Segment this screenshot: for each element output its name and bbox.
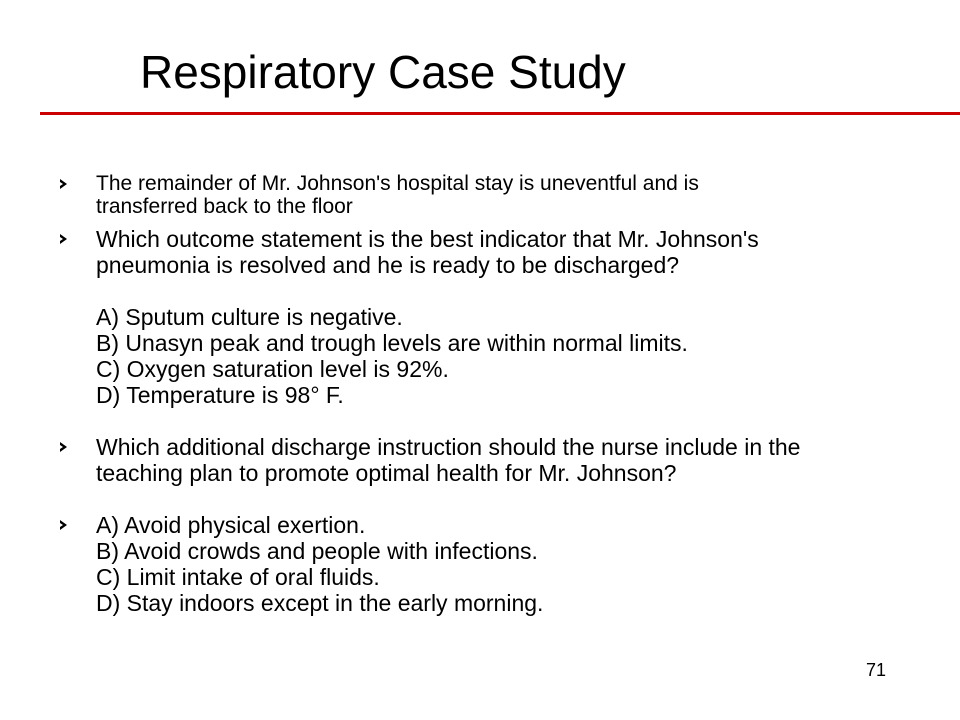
arrow-bullet-icon [60, 520, 67, 530]
answer-option: C) Limit intake of oral fluids. [96, 564, 380, 590]
slide-content [60, 172, 930, 616]
answer-option: A) Avoid physical exertion. [96, 512, 366, 538]
bullet-text-line: Which additional discharge instruction should the nurse include in the [96, 434, 801, 460]
answer-option: B) Unasyn peak and trough levels are within normal limits. [96, 330, 688, 356]
answer-option: D) Stay indoors except in the early morning. [96, 590, 544, 616]
bullet-item [60, 226, 930, 278]
slide-title: Respiratory Case Study [140, 46, 626, 98]
bullet-text-line: Which outcome statement is the best indicator that Mr. Johnson's [96, 226, 759, 252]
answer-option: C) Oxygen saturation level is 92%. [96, 356, 449, 382]
page-number: 71 [866, 660, 887, 680]
bullet-text-line: pneumonia is resolved and he is ready to be discharged? [96, 252, 680, 278]
title-divider [40, 112, 960, 115]
bullet-item [60, 434, 930, 486]
arrow-bullet-icon [60, 442, 67, 452]
bullet-text-line: transferred back to the floor [96, 195, 353, 218]
answer-option: D) Temperature is 98° F. [96, 382, 344, 408]
bullet-item [60, 172, 930, 218]
bullet-text-line: The remainder of Mr. Johnson's hospital stay is uneventful and is [96, 172, 699, 195]
answer-option: B) Avoid crowds and people with infections. [96, 538, 538, 564]
answer-options-1 [60, 304, 930, 408]
answer-option: A) Sputum culture is negative. [96, 304, 403, 330]
arrow-bullet-icon [60, 234, 67, 244]
arrow-bullet-icon [60, 179, 67, 189]
bullet-text-line: teaching plan to promote optimal health for Mr. Johnson? [96, 460, 677, 486]
bullet-item [60, 512, 930, 616]
